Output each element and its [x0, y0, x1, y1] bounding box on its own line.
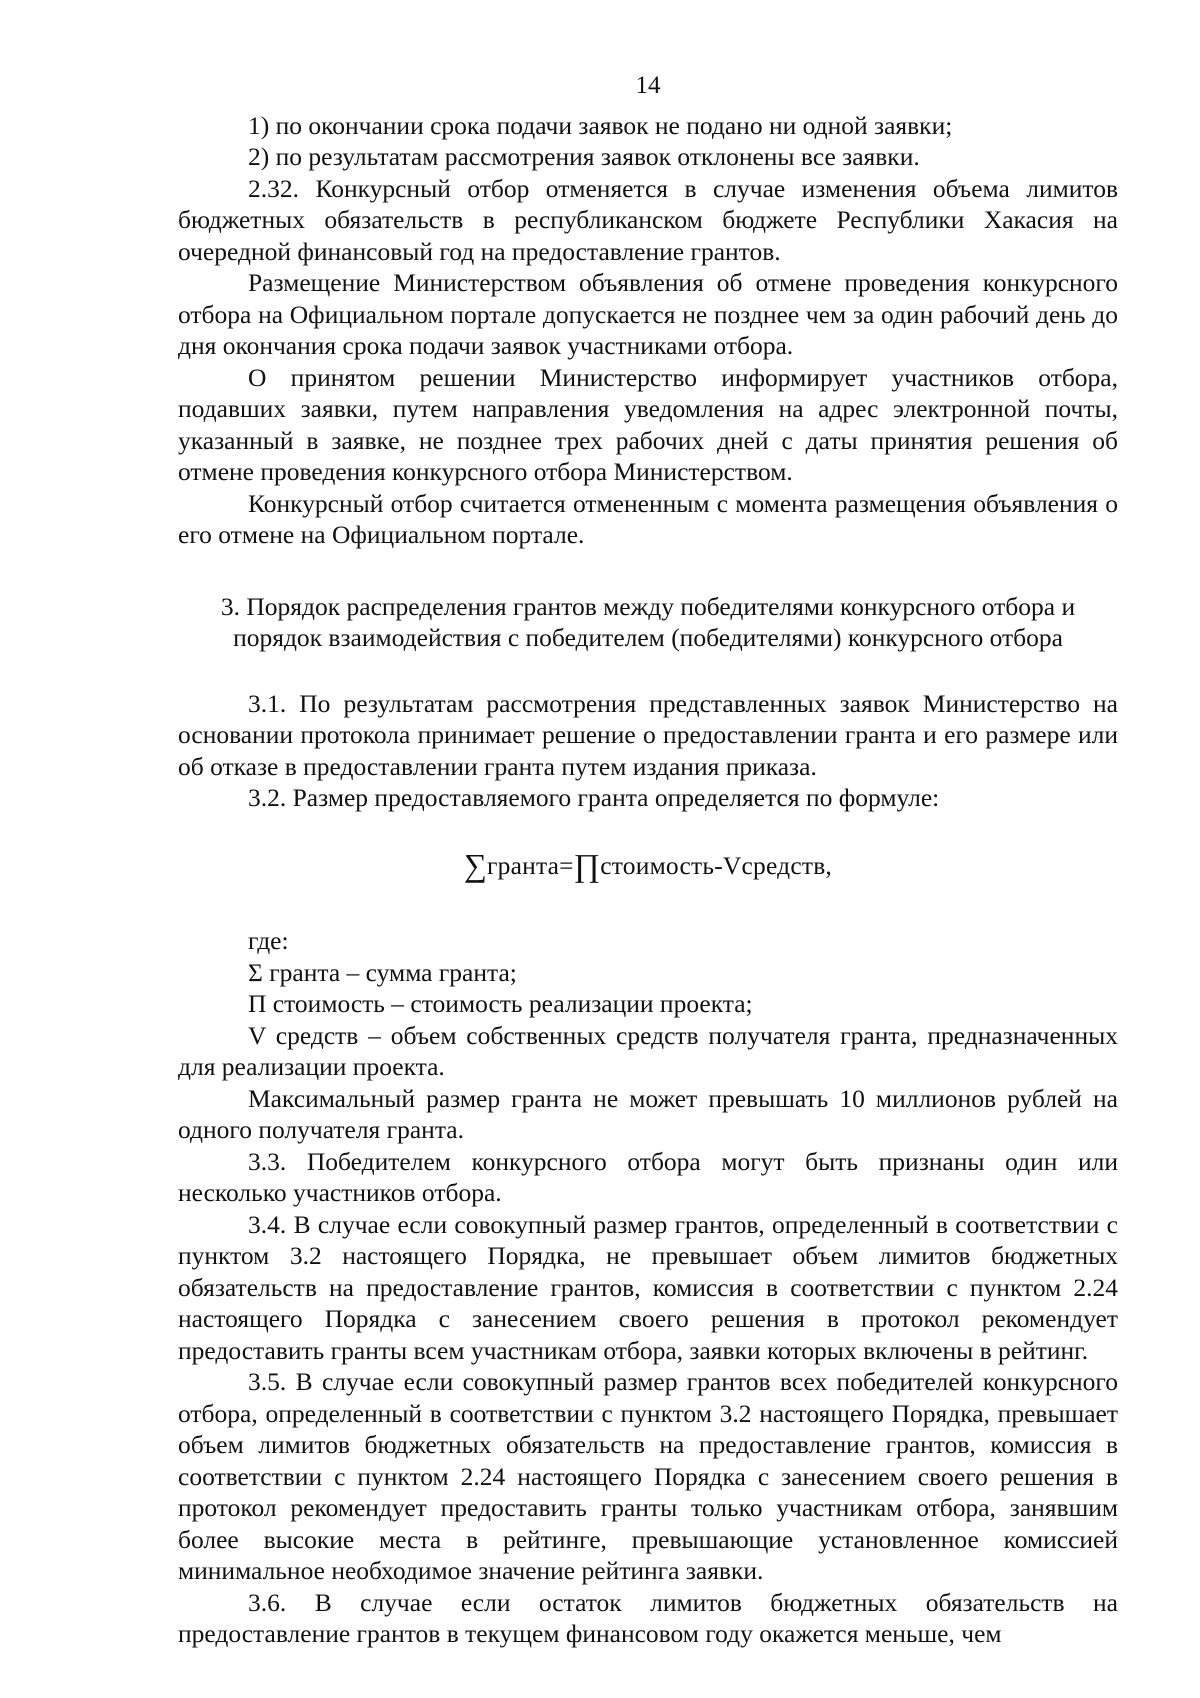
formula-right: стоимость-Vсредств, [600, 850, 833, 880]
paragraph-3-3: 3.3. Победителем конкурсного отбора могут быть признаны один или несколько участников отбора. [178, 1146, 1118, 1207]
paragraph-cancellation: Конкурсный отбор считается отмененным с момента размещения объявления о его отмене на Официальном портале. [178, 488, 1118, 549]
paragraph-item-1: 1) по окончании срока подачи заявок не подано ни одной заявки; [248, 110, 953, 140]
definition-sum: Σ гранта – сумма гранта; [248, 957, 517, 987]
formula-left: гранта= [486, 850, 574, 880]
paragraph-3-1: 3.1. По результатам рассмотрения представленных заявок Министерство на основании протокола принимает решение о предоставлении гранта и его размере или об отказе в предоставлении гранта путем издания приказа. [178, 688, 1118, 781]
section-heading [178, 591, 1118, 654]
page-number: 14 [635, 72, 661, 99]
paragraph-where: где: [248, 926, 289, 955]
paragraph-3-2: 3.2. Размер предоставляемого гранта определяется по формуле: [248, 783, 940, 812]
paragraph-3-4: 3.4. В случае если совокупный размер грантов, определенный в соответствии с пунктом 3.2 настоящего Порядка, не превышает объем лимитов бюджетных обязательств на предоставление грантов, комиссия в соответствии с пунктом 2.24 настоящего Порядка с занесением своего решения в протокол рекомендует предоставить гранты всем участникам отбора, заявки которых включены в рейтинг. [178, 1209, 1118, 1365]
grant-formula [178, 846, 1118, 883]
product-symbol: ∏ [573, 846, 601, 883]
paragraph-3-5: 3.5. В случае если совокупный размер грантов всех победителей конкурсного отбора, определенный в соответствии с пунктом 3.2 настоящего Порядка, превышает объем лимитов бюджетных обязательств на предоставление грантов, комиссия в соответствии с пунктом 2.24 настоящего Порядка с занесением своего решения в протокол рекомендует предоставить гранты только участникам отбора, занявшим более высокие места в рейтинге, превышающие установленное комиссией минимальное необходимое значение рейтинга заявки. [178, 1367, 1118, 1585]
paragraph-max-grant: Максимальный размер гранта не может превышать 10 миллионов рублей на одного получателя гранта. [178, 1083, 1118, 1144]
paragraph-placement: Размещение Министерством объявления об отмене проведения конкурсного отбора на Официальном портале допускается не позднее чем за один рабочий день до дня окончания срока подачи заявок участниками отбора. [178, 268, 1118, 360]
paragraph-2-32: 2.32. Конкурсный отбор отменяется в случае изменения объема лимитов бюджетных обязательств в республиканском бюджете Республики Хакасия на очередной финансовый год на предоставление грантов. [178, 173, 1118, 266]
paragraph-3-6: 3.6. В случае если остаток лимитов бюджетных обязательств на предоставление грантов в текущем финансовом году окажется меньше, чем [178, 1587, 1118, 1648]
section-3-title: 3. Порядок распределения грантов между победителями конкурсного отбора и порядок взаимодействия с победителем (победителями) конкурсного отбора [220, 591, 1076, 652]
sum-symbol: ∑ [463, 846, 487, 883]
paragraph-notification: О принятом решении Министерство информирует участников отбора, подавших заявки, путем направления уведомления на адрес электронной почты, указанный в заявке, не позднее трех рабочих дней с даты принятия решения об отмене проведения конкурсного отбора Министерством. [178, 362, 1118, 486]
definition-own-funds: V средств – объем собственных средств получателя гранта, предназначенных для реализации проекта. [178, 1020, 1118, 1081]
document-page [178, 70, 1118, 1650]
paragraph-item-2: 2) по результатам рассмотрения заявок отклонены все заявки. [248, 142, 920, 171]
definition-cost: П стоимость – стоимость реализации проекта; [248, 989, 753, 1018]
